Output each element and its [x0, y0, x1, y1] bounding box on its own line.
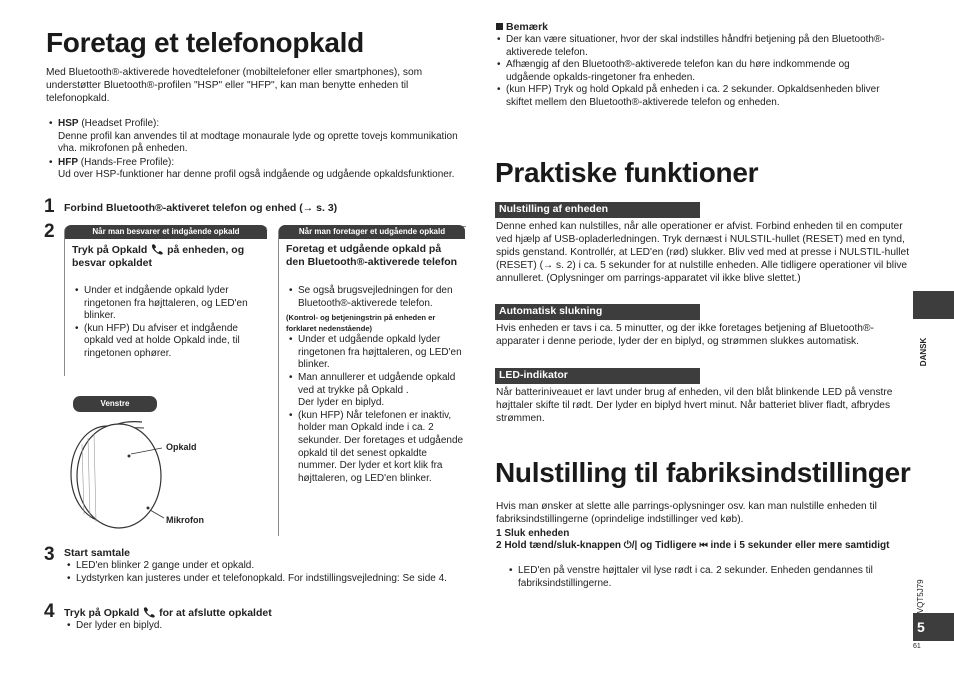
callout-microphone: Mikrofon	[166, 515, 204, 525]
step-2-number: 2	[44, 221, 55, 242]
step-3-bullet-1: • LED'en blinker 2 gange under et opkald.	[66, 560, 466, 573]
note-1: • Der kan være situationer, hvor der skal indstilles håndfri betjening på den Bluetooth®-aktiverede telefon.	[496, 34, 896, 59]
step-4-bullet-1: • Der lyder en biplyd.	[66, 620, 466, 633]
step-3-bullets	[66, 560, 466, 585]
section-title-practical: Praktiske funktioner	[495, 157, 759, 188]
previous-icon: ⏮	[699, 540, 708, 551]
intro-paragraph: Med Bluetooth®-aktiverede hovedtelefoner (mobiltelefoner eller smartphones), som understøtter Bluetooth®-profilen "HSP" eller "HFP", kan man benytte enheden til telefonopkald.	[46, 67, 423, 104]
incoming-bullet-2: • (kun HFP) Du afviser et indgående opkald ved at holde Opkald inde, til ringetonen ophører.	[74, 323, 264, 361]
note-3: • (kun HFP) Tryk og hold Opkald på enheden i ca. 2 sekunder. Opkaldsenheden bliver skiftet mellem den Bluetooth®-aktiverede telefon og enheden.	[496, 84, 896, 109]
step-3-number: 3	[44, 544, 55, 565]
step-1-text: Forbind Bluetooth®-aktiveret telefon og enhed (→ s. 3)	[64, 202, 338, 214]
factory-intro: Hvis man ønsker at slette alle parrings-oplysninger osv. kan man nulstille enheden til fabriksindstillingerne (oprindelige indstillinger ved køb).	[496, 501, 877, 525]
profile-hfp-desc: Ud over HSP-funktioner har denne profil også indgående og udgående opkaldsfunktioner.	[58, 169, 455, 181]
led-heading: LED-indikator	[495, 368, 700, 384]
page-title: Foretag et telefonopkald	[46, 27, 364, 58]
auto-off-heading: Automatisk slukning	[495, 304, 700, 320]
outgoing-bullet-1: • Under et udgående opkald lyder ringetonen fra højttaleren, og LED'en blinker.	[288, 334, 464, 372]
profile-hsp: • HSP (Headset Profile): Denne profil kan anvendes til at modtage monaurale lyde og oprette tovejs kommunikation vha. mikrofonen på enheden.	[48, 118, 468, 156]
language-label: DANSK	[918, 337, 928, 367]
outgoing-call-header: Når man foretager et udgående opkald	[279, 225, 465, 239]
step-4-title: Tryk på Opkald for at afslutte opkaldet	[64, 607, 272, 619]
factory-step-1: 1 Sluk enheden	[496, 528, 570, 539]
language-tab-bar	[913, 291, 954, 319]
reset-heading: Nulstilling af enheden	[495, 202, 700, 218]
outgoing-call-content	[288, 285, 464, 485]
power-icon: ⏻/|	[623, 540, 638, 551]
note-square-icon	[496, 23, 503, 30]
factory-bullets	[508, 565, 908, 590]
outgoing-subnote: (Kontrol- og betjeningstrin på enheden er forklaret nedenstående)	[286, 313, 436, 334]
step-3-bullet-2: • Lydstyrken kan justeres under et telefonopkald. For indstillingsvejledning: Se side 4.	[66, 573, 466, 586]
note-heading: Bemærk	[496, 21, 548, 35]
profile-hsp-desc: Denne profil kan anvendes til at modtage monaurale lyde og oprette tovejs kommunikation vha. mikrofonen på enheden.	[58, 130, 458, 155]
reset-text: Denne enhed kan nulstilles, når alle operationer er afvist. Forbind enheden til en computer ved hjælp af USB-opladerledningen. Tryk dernæst i NULSTIL-hullet (RESET) med en tynd, spids genstand. Kontrollér, at LED'en (rød) slukker. Bliv ved med at presse i NULSTIL-hullet (RESET) (→ s. 2) i ca. 5 sekunder for at nulstille enheden. Alle tidligere operationer vil blive annulleret. (Oplysninger om parrings-apparatet vil ikke blive slettet.)	[496, 221, 910, 284]
step-1-number: 1	[44, 196, 55, 217]
callout-call-button: Opkald	[166, 442, 197, 452]
outgoing-call-title: Foretag et udgående opkald på den Bluetooth®-aktiverede telefon	[286, 243, 458, 268]
profile-list	[48, 118, 468, 182]
factory-bullet-1: • LED'en på venstre højttaler vil lyse rødt i ca. 2 sekunder. Enheden gendannes til fabriksindstillingerne.	[508, 565, 908, 590]
led-text: Når batteriniveauet er lavt under brug af enheden, vil den blåt blinkende LED på venstre højttaler skifte til rødt. Der lyder en biplyd hvert minut. Når batteriet bliver fladt, afbrydes strømmen.	[496, 387, 893, 424]
step-4-bullets	[66, 620, 466, 633]
incoming-call-header: Når man besvarer et indgående opkald	[65, 225, 267, 239]
factory-step-2: 2 Hold tænd/sluk-knappen ⏻/| og Tidligere ⏮ inde i 5 sekunder eller mere samtidigt	[496, 540, 890, 551]
outgoing-bullet-2: • Man annullerer et udgående opkald ved at trykke på Opkald . Der lyder en biplyd.	[288, 372, 464, 410]
auto-off-text: Hvis enheden er tavs i ca. 5 minutter, og der ikke foretages betjening af Bluetooth®-apparater i denne periode, lyder der en biplyd, og strømmen slukkes automatisk.	[496, 323, 874, 347]
note-2: • Afhængig af den Bluetooth®-aktiverede telefon kan du høre indkommende og udgående opkalds-ringetoner fra enheden.	[496, 59, 896, 84]
incoming-bullet-1: • Under et indgående opkald lyder ringetonen fra højttaleren, og LED'en blinker.	[74, 285, 264, 323]
step-4-number: 4	[44, 601, 55, 622]
incoming-call-title: Tryk på Opkald på enheden, og besvar opkaldet	[72, 244, 245, 269]
incoming-call-bullets	[74, 285, 264, 361]
page-number-badge: 5	[913, 613, 954, 641]
outgoing-bullet-3: • (kun HFP) Når telefonen er inaktiv, holder man Opkald inde i ca. 2 sekunder. Der foretages et udgående opkald til det senest opkaldte nummer. Der lyder et kort klik fra højttaleren, og LED'en blinker.	[288, 410, 464, 486]
note-list	[496, 34, 896, 110]
section-title-factory: Nulstilling til fabriksindstillinger	[495, 457, 911, 488]
step-3-title: Start samtale	[64, 547, 130, 559]
outgoing-bullet-0: • Se også brugsvejledningen for den Bluetooth®-aktiverede telefon.	[288, 285, 464, 310]
model-code: VQT5J79	[915, 579, 925, 614]
call-icon	[142, 606, 156, 618]
page-index-small: 61	[913, 643, 921, 650]
profile-hfp: • HFP (Hands-Free Profile): Ud over HSP-funktioner har denne profil også indgående og udgående opkaldsfunktioner.	[48, 157, 468, 182]
left-side-label: Venstre	[73, 396, 157, 412]
call-icon	[150, 243, 164, 255]
